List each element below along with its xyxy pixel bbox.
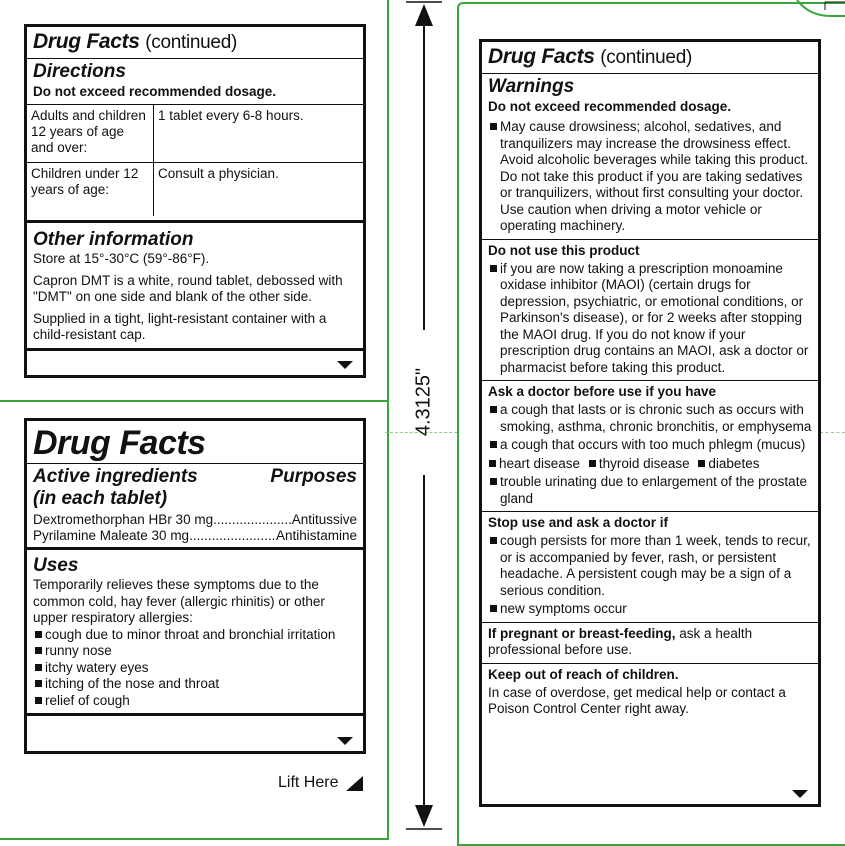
- dieline-dash-right: [820, 432, 845, 433]
- storage-text: Store at 15°-30°C (59°-86°F).: [33, 251, 210, 266]
- ingredient-name: Pyrilamine Maleate 30 mg: [33, 528, 190, 543]
- who-cell: Adults and children 12 years of age and over:: [27, 105, 154, 163]
- ingredient-purpose: Antihistamine: [275, 528, 357, 543]
- list-item: itchy watery eyes: [33, 660, 357, 677]
- in-each-tablet: (in each tablet): [33, 488, 168, 509]
- continue-arrow-icon: [337, 737, 353, 745]
- drug-facts-continued-panel-right: [479, 39, 821, 807]
- dimension-label: 4.3125": [412, 367, 435, 437]
- ingredient-row: [33, 512, 357, 528]
- active-ingredients-heading: Active ingredients: [33, 466, 198, 487]
- title-text: Drug Facts: [33, 30, 140, 53]
- divider: [27, 58, 363, 59]
- list-item: a cough that lasts or is chronic such as occurs with smoking, asthma, chronic bronchitis, or emphysema: [488, 402, 812, 435]
- directions-section: [27, 27, 363, 223]
- lift-here-tab[interactable]: [278, 774, 364, 792]
- list-item: diabetes: [697, 456, 759, 473]
- do-not-use-text: if you are now taking a prescription monoamine oxidase inhibitor (MAOI) (certain drugs for depression, psychiatric, or emotional conditions, or Parkinson's disease), or for 2 weeks after stopping the MAOI drug. If you do not know if your prescription drug contains an MAOI, ask a doctor or pharmacist before taking this product.: [488, 261, 812, 377]
- active-heading-row: [33, 466, 357, 510]
- continue-arrow-icon: [792, 790, 808, 798]
- title-suffix: (continued): [600, 47, 692, 68]
- stop-use-heading: Stop use and ask a doctor if: [488, 515, 669, 530]
- dosage-warning: Do not exceed recommended dosage.: [33, 84, 277, 99]
- list-item: thyroid disease: [588, 456, 690, 473]
- drug-facts-panel-front: [24, 418, 366, 754]
- panel-title: Drug Facts: [33, 424, 206, 462]
- list-item: new symptoms occur: [488, 601, 812, 618]
- title-suffix: (continued): [145, 32, 237, 53]
- leader-dots: [189, 528, 276, 544]
- ingredient-purpose: Antitussive: [291, 512, 357, 527]
- dosage-warning: Do not exceed recommended dosage.: [488, 99, 732, 114]
- overdose-text: In case of overdose, get medical help or contact a Poison Control Center right away.: [488, 684, 786, 716]
- ask-doctor-heading: Ask a doctor before use if you have: [488, 384, 717, 399]
- ingredient-name: Dextromethorphan HBr 30 mg: [33, 512, 214, 527]
- list-item: relief of cough: [33, 693, 357, 710]
- pregnancy-warning: [488, 625, 812, 659]
- dose-cell: Consult a physician.: [154, 163, 364, 217]
- list-item: itching of the nose and throat: [33, 676, 357, 693]
- uses-intro: Temporarily relieves these symptoms due to the common cold, hay fever (allergic rhinitis) or other upper respiratory allergies:: [33, 577, 325, 625]
- divider: [27, 463, 363, 464]
- title-text: Drug Facts: [488, 45, 595, 68]
- uses-section: [27, 550, 363, 716]
- divider: [482, 380, 818, 381]
- panel-title: [488, 46, 812, 69]
- divider: [482, 73, 818, 74]
- leader-dots: [213, 512, 292, 528]
- inline-conditions: [488, 456, 812, 473]
- purposes-heading: Purposes: [270, 466, 357, 487]
- panel-title: [33, 31, 357, 54]
- warnings-heading: Warnings: [488, 76, 575, 97]
- lift-here-label: Lift Here: [278, 774, 339, 791]
- list-item: heart disease: [488, 456, 580, 473]
- divider: [482, 511, 818, 512]
- active-ingredients-section: [27, 421, 363, 550]
- drowsiness-warning: May cause drowsiness; alcohol, sedatives, and tranquilizers may increase the drowsiness effect. Avoid alcoholic beverages while taking this product. Do not take this product if you are taking sedatives or tranquilizers, without first consulting your doctor. Use caution when driving a motor vehicle or operating machinery.: [488, 119, 812, 235]
- lift-corner-icon: [344, 774, 364, 792]
- continue-arrow-icon: [337, 361, 353, 369]
- corner-mark: [795, 0, 845, 22]
- drug-facts-continued-panel-left: [24, 24, 366, 378]
- tablet-description: Capron DMT is a white, round tablet, debossed with "DMT" on one side and blank of the other side.: [33, 272, 343, 304]
- who-cell: Children under 12 years of age:: [27, 163, 154, 217]
- list-item: cough persists for more than 1 week, tends to recur, or is accompanied by fever, rash, or persistent headache. A persistent cough may be a sign of a serious condition.: [488, 533, 812, 599]
- list-item: cough due to minor throat and bronchial irritation: [33, 627, 357, 644]
- list-item: trouble urinating due to enlargement of the prostate gland: [488, 474, 812, 507]
- dose-cell: 1 tablet every 6-8 hours.: [154, 105, 364, 163]
- ingredient-row: [33, 528, 357, 544]
- pregnancy-rest: ask a health professional before use.: [488, 625, 753, 657]
- table-row: [27, 105, 363, 163]
- list-item: runny nose: [33, 643, 357, 660]
- other-info-heading: Other information: [33, 229, 194, 250]
- table-row: [27, 163, 363, 217]
- divider: [482, 622, 818, 623]
- divider: [482, 239, 818, 240]
- list-item: a cough that occurs with too much phlegm (mucus): [488, 437, 812, 454]
- uses-heading: Uses: [33, 555, 79, 576]
- container-text: Supplied in a tight, light-resistant container with a child-resistant cap.: [33, 310, 327, 342]
- directions-table: [27, 104, 363, 216]
- do-not-use-heading: Do not use this product: [488, 242, 640, 258]
- keep-out-heading: Keep out of reach of children.: [488, 666, 679, 682]
- pregnancy-bold: If pregnant or breast-feeding,: [488, 625, 676, 641]
- divider: [482, 663, 818, 664]
- other-information-section: [27, 223, 363, 351]
- directions-heading: Directions: [33, 61, 126, 82]
- warnings-section: [482, 42, 818, 718]
